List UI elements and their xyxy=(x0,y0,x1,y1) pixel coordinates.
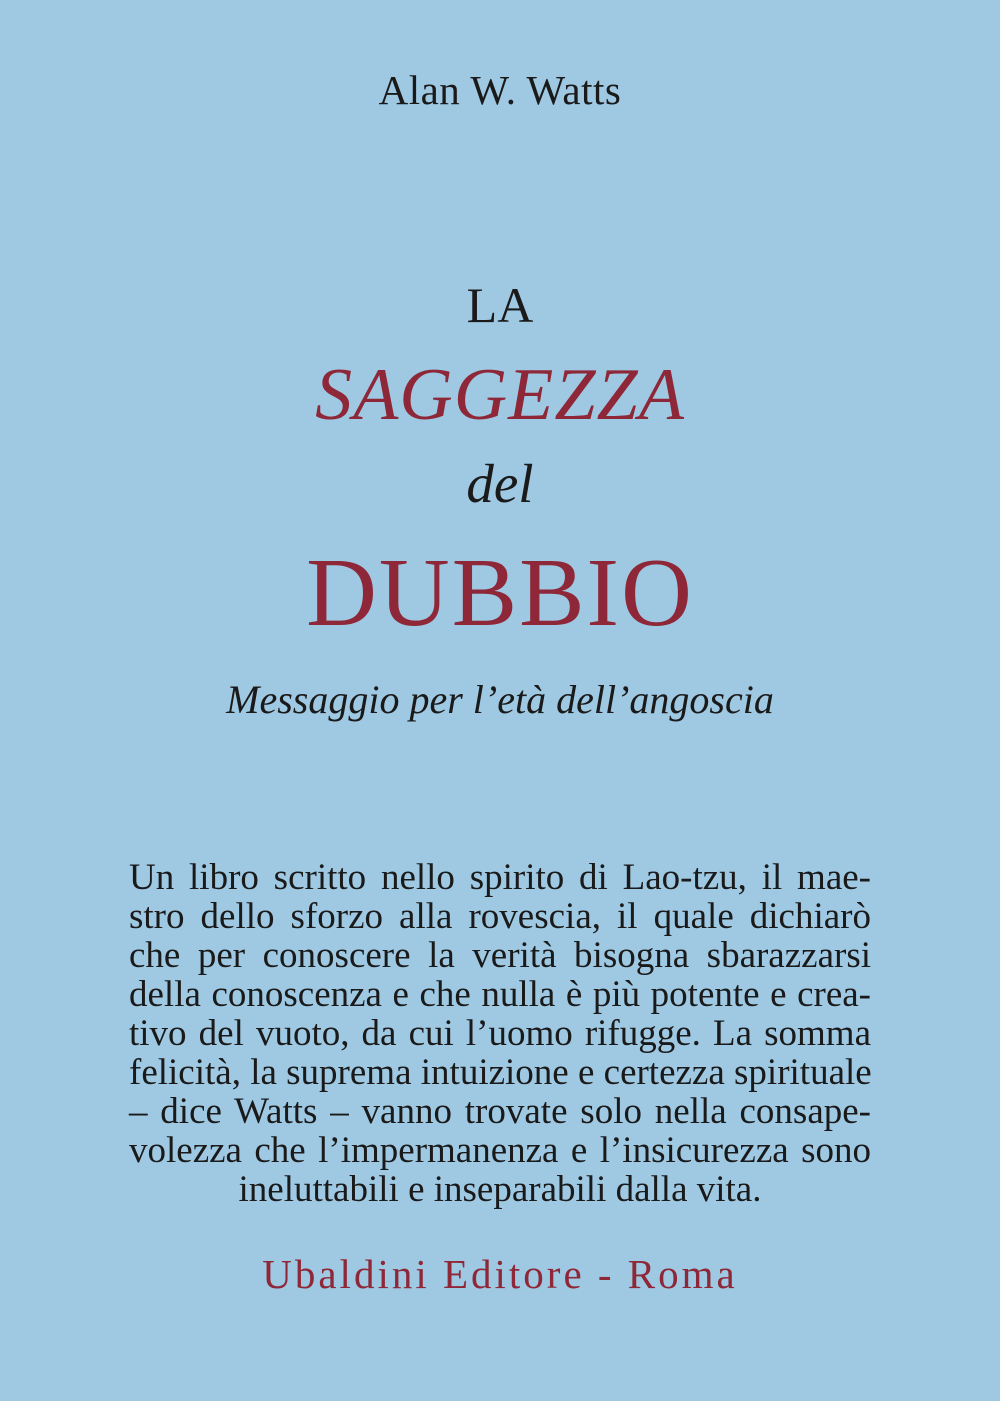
publisher-imprint: Ubaldini Editore - Roma xyxy=(262,1251,738,1297)
blurb-line: volezza che l’impermanenza e l’insicurezza sono xyxy=(129,1130,871,1171)
title-line-dubbio: DUBBIO xyxy=(306,539,694,647)
blurb-line: della conoscenza e che nulla è più potente e crea- xyxy=(129,974,871,1015)
author-name: Alan W. Watts xyxy=(378,67,622,113)
blurb-line: felicità, la suprema intuizione e certezza spirituale xyxy=(129,1052,872,1093)
blurb-paragraph xyxy=(129,858,871,1209)
title-line-del: del xyxy=(466,453,534,514)
title-line-saggezza: SAGGEZZA xyxy=(315,354,685,436)
title-line-la: LA xyxy=(466,277,534,333)
blurb-line: ineluttabili e inseparabili dalla vita. xyxy=(238,1169,762,1210)
blurb-line: Un libro scritto nello spirito di Lao-tzu, il mae- xyxy=(129,857,871,898)
blurb-line: – dice Watts – vanno trovate solo nella consape- xyxy=(129,1091,871,1132)
blurb-line: stro dello sforzo alla rovescia, il quale dichiarò xyxy=(129,896,871,937)
subtitle: Messaggio per l’età dell’angoscia xyxy=(226,677,774,722)
blurb-line: che per conoscere la verità bisogna sbarazzarsi xyxy=(129,935,871,976)
blurb-line: tivo del vuoto, da cui l’uomo rifugge. La somma xyxy=(129,1013,871,1054)
